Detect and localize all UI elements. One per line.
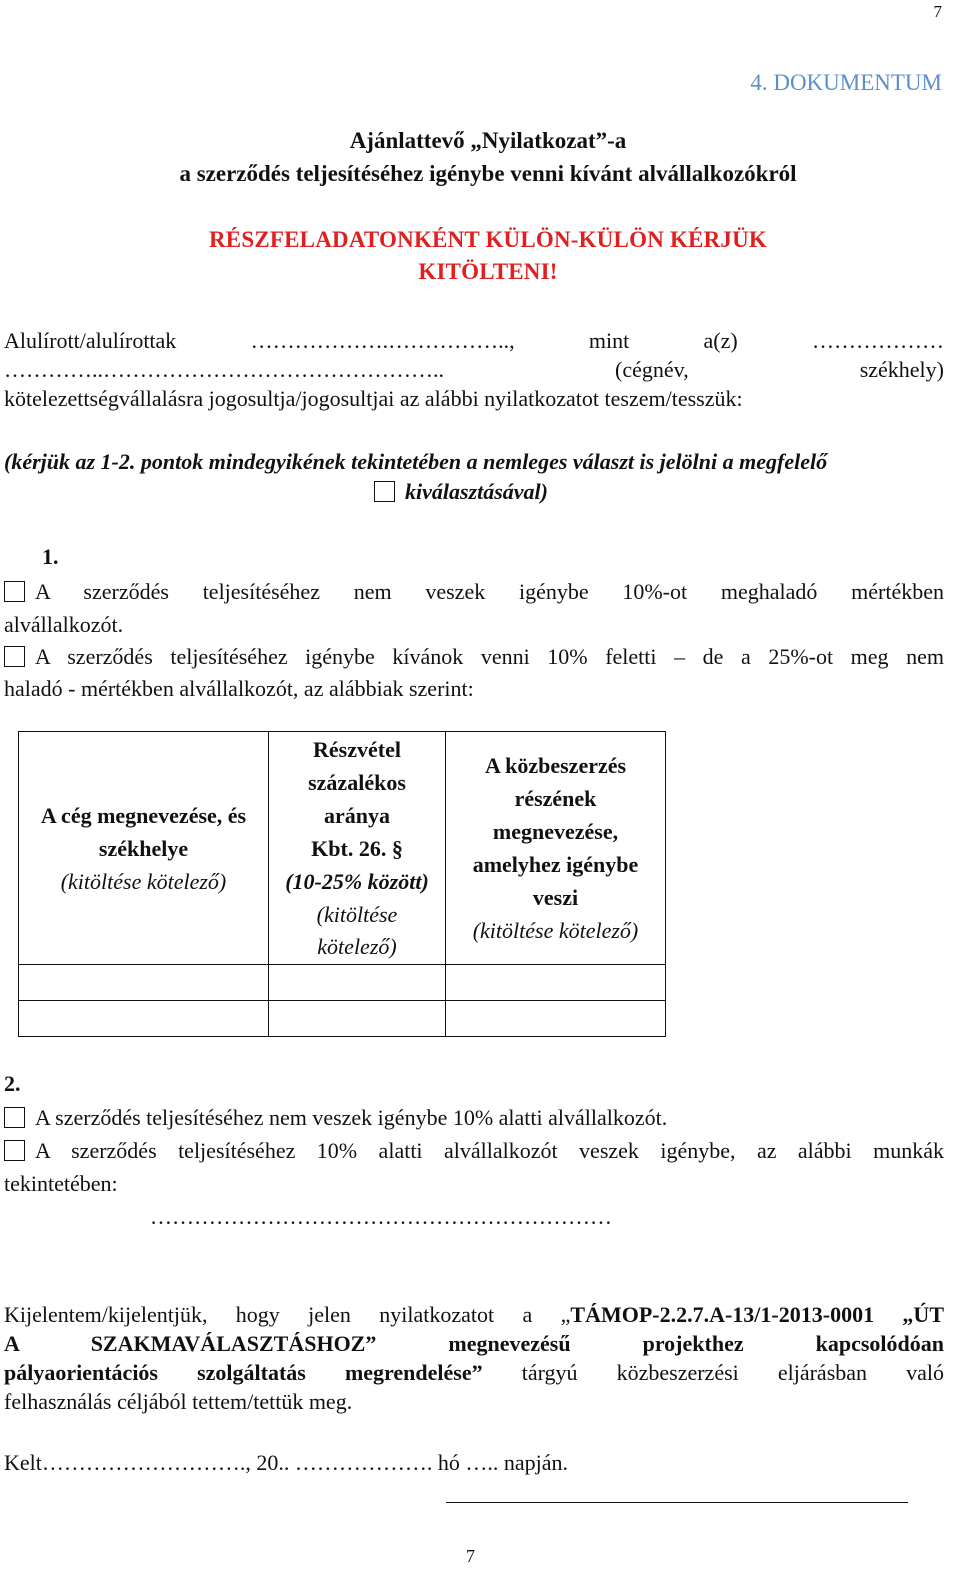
table-cell[interactable] (19, 965, 269, 1001)
company-dots-2[interactable]: …………..……………………………………….. (4, 357, 444, 382)
intro-line-3: kötelezettségvállalásra jogosultja/jogosultjai az alábbi nyilatkozatot teszem/tesszük: (4, 386, 743, 411)
table-row (19, 1001, 666, 1037)
intro-text: Alulírott/alulírottak (4, 328, 177, 353)
declaration-line-2: A SZAKMAVÁLASZTÁSHOZ” megnevezésű projekthez kapcsolódóan (4, 1331, 944, 1356)
page-number-top: 7 (933, 2, 942, 21)
declaration-line-3: pályaorientációs szolgáltatás megrendelése” tárgyú közbeszerzési eljárásban való (4, 1360, 944, 1385)
document-label: 4. DOKUMENTUM (750, 70, 942, 95)
declaration-line-1: Kijelentem/kijelentjük, hogy jelen nyilatkozatot a „TÁMOP-2.2.7.A-13/1-2013-0001 „ÚT (4, 1302, 944, 1327)
table-cell[interactable] (269, 965, 446, 1001)
section-1-option-1-line-2: alvállalkozót. (4, 612, 124, 637)
section-1-option-2-line-2: haladó - mértékben alvállalkozót, az alábbiak szerint: (4, 676, 474, 701)
col-header-percentage: Részvétel százalékos aránya Kbt. 26. § (10-25% között) (kitöltése kötelező) (269, 732, 446, 965)
table-cell[interactable] (269, 1001, 446, 1037)
signature-line[interactable] (446, 1502, 908, 1503)
intro-line-2: …………..……………………………………….. (cégnév, székhely) (4, 357, 944, 382)
instruction-line-2: kiválasztásával) (374, 479, 548, 505)
instruction-line-1: (kérjük az 1-2. pontok mindegyikének tekintetében a nemleges választ is jelölni a megfelelő (4, 449, 828, 474)
section-2-option-2-line-2: tekintetében: (4, 1171, 118, 1196)
subcontractor-table (18, 731, 666, 1037)
notice-line-2: KITÖLTENI! (418, 259, 558, 284)
section-2-option-1: A szerződés teljesítéséhez nem veszek igénybe 10% alatti alvállalkozót. (4, 1103, 944, 1132)
intro-line-1: Alulírott/alulírottak ……………….…………….., mint a(z) ……………… (4, 328, 945, 353)
section-2-option-1-checkbox[interactable] (4, 1107, 25, 1128)
table-row (19, 965, 666, 1001)
table-cell[interactable] (446, 1001, 666, 1037)
section-1-option-1: A szerződés teljesítéséhez nem veszek igénybe 10%-ot meghaladó mértékben (4, 577, 944, 606)
checkbox-icon (374, 481, 395, 502)
section-2-option-2-checkbox[interactable] (4, 1140, 25, 1161)
section-1-option-2: A szerződés teljesítéséhez igénybe kívánok venni 10% feletti – de a 25%-ot meg nem (4, 642, 944, 671)
section-1-option-1-checkbox[interactable] (4, 581, 25, 602)
col-header-procurement-part: A közbeszerzés részének megnevezése, amelyhez igénybe veszi (kitöltése kötelező) (446, 732, 666, 965)
section-1-option-2-checkbox[interactable] (4, 646, 25, 667)
col-header-company: A cég megnevezése, és székhelye (kitöltése kötelező) (19, 732, 269, 965)
section-2-option-2: A szerződés teljesítéséhez 10% alatti alvállalkozót veszek igénybe, az alábbi munkák (4, 1136, 944, 1165)
page-number-bottom: 7 (466, 1546, 475, 1566)
date-line[interactable]: Kelt………………………., 20.. ………………. hó ….. napján. (4, 1450, 569, 1475)
section-2-number: 2. (4, 1071, 21, 1096)
company-dots[interactable]: ……………… (812, 328, 945, 353)
table-cell[interactable] (19, 1001, 269, 1037)
section-1-number: 1. (42, 544, 59, 569)
name-dots[interactable]: ……………….…………….., (250, 328, 515, 353)
table-cell[interactable] (446, 965, 666, 1001)
declaration-line-4: felhasználás céljából tettem/tettük meg. (4, 1389, 353, 1414)
title-line-1: Ajánlattevő „Nyilatkozat”-a (349, 128, 627, 153)
section-2-dots[interactable]: ……………………………………………………… (150, 1204, 612, 1229)
notice-line-1: RÉSZFELADATONKÉNT KÜLÖN-KÜLÖN KÉRJÜK (208, 227, 767, 252)
title-line-2: a szerződés teljesítéséhez igénybe venni kívánt alvállalkozókról (179, 161, 797, 186)
